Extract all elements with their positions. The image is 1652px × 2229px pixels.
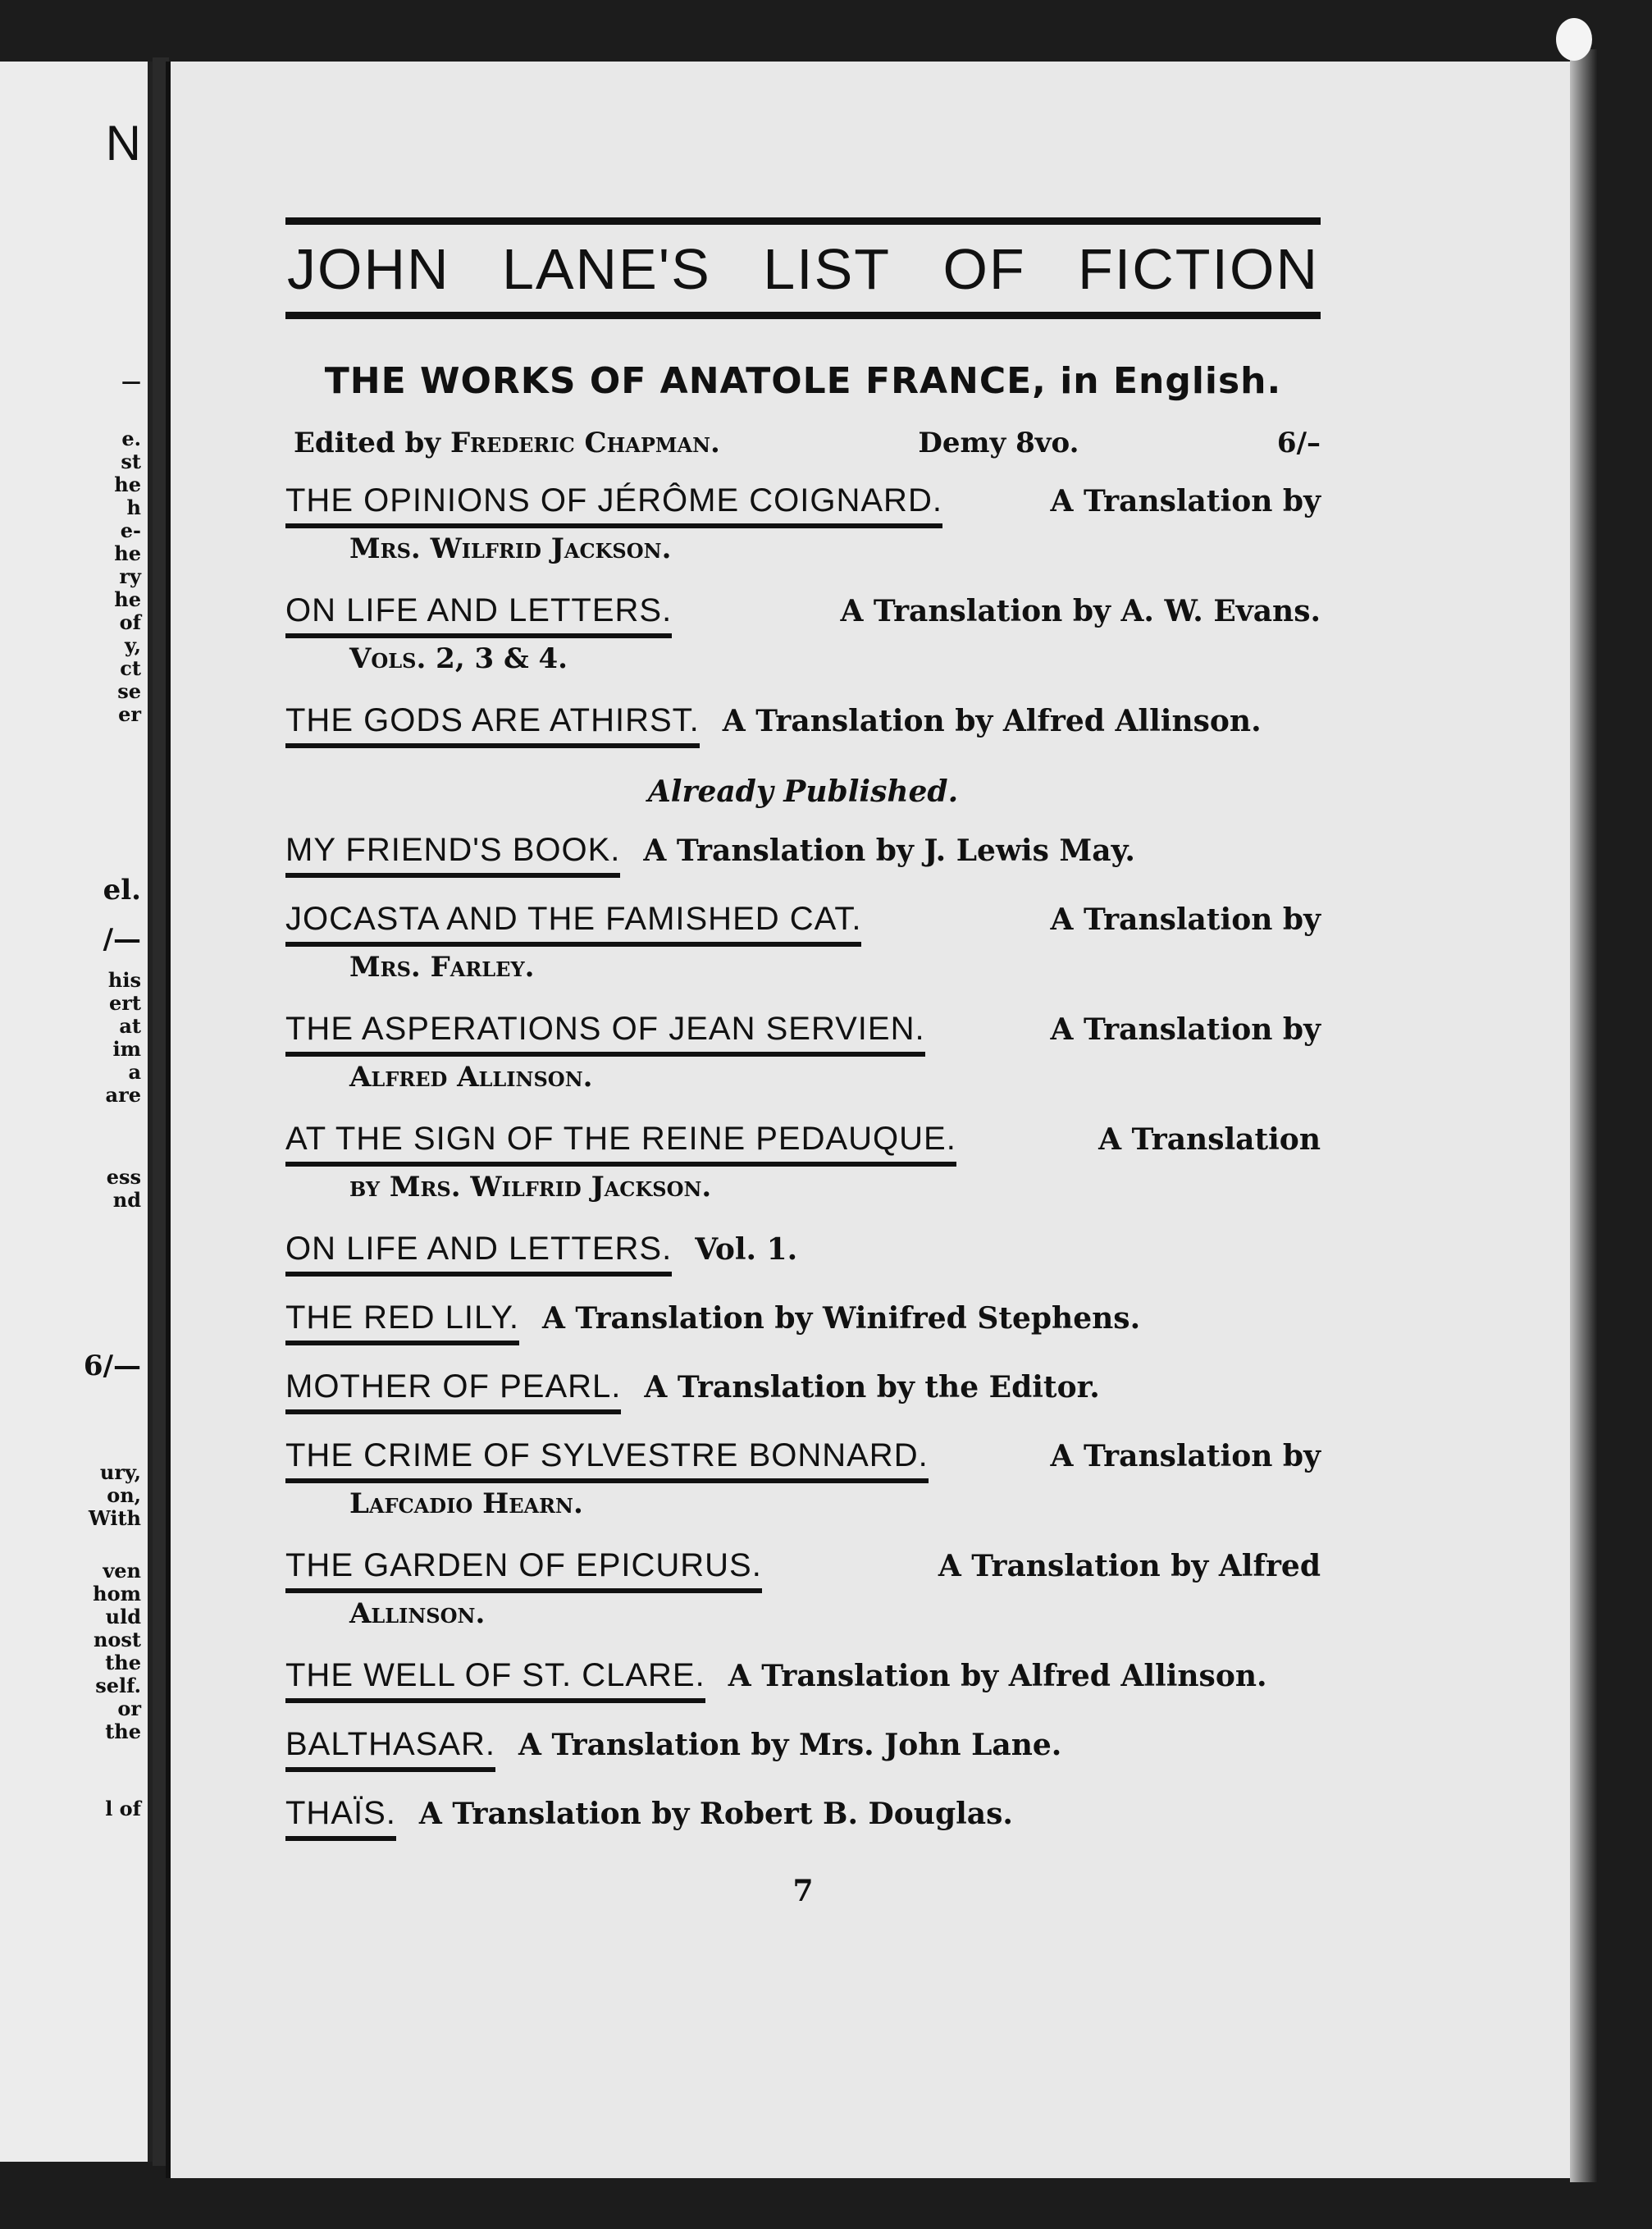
translation-credit-continued: Allinson. — [349, 1597, 486, 1630]
entry-line — [285, 1792, 1321, 1841]
book-entry — [285, 699, 1321, 748]
facing-page-text-fragment: er — [118, 702, 141, 726]
title-word: LIST — [763, 237, 892, 301]
forthcoming-list — [285, 479, 1321, 748]
book-entry — [285, 1227, 1321, 1277]
facing-page-text-fragment: st — [121, 450, 141, 473]
book-title: AT THE SIGN OF THE REINE PEDAUQUE. — [285, 1117, 956, 1167]
punch-hole — [1556, 18, 1592, 61]
entry-line — [285, 479, 1321, 528]
title-word: JOHN — [287, 237, 450, 301]
facing-page-text-fragment: or — [117, 1697, 141, 1720]
book-entry — [285, 479, 1321, 569]
facing-page-text-fragment: ert — [109, 991, 141, 1015]
book-price: 6/– — [1276, 427, 1321, 459]
title-word: OF — [942, 237, 1026, 301]
facing-page-text-fragment: ry — [119, 564, 141, 588]
facing-page-text-fragment: e. — [121, 427, 141, 450]
facing-page-text-fragment: a — [128, 1060, 141, 1084]
facing-page-text-fragment: he — [114, 473, 141, 496]
translation-credit-continued: Vols. 2, 3 & 4. — [349, 642, 568, 675]
facing-page-text-fragment: y, — [124, 633, 141, 657]
translation-credit: A Translation by — [1050, 902, 1321, 937]
facing-page-text-fragment: he — [114, 587, 141, 611]
page-content — [285, 217, 1321, 1908]
page-edge — [1570, 49, 1598, 2182]
facing-page-text-fragment: at — [119, 1014, 141, 1038]
title-word: LANE'S — [501, 237, 711, 301]
facing-page-text-fragment: of — [119, 610, 141, 634]
facing-page-text-fragment: he — [114, 541, 141, 565]
header-rule-bottom — [285, 312, 1321, 319]
translation-credit: A Translation by Alfred — [938, 1549, 1321, 1583]
book-title: BALTHASAR. — [285, 1723, 495, 1772]
facing-page-text-fragment: hom — [93, 1582, 141, 1606]
entry-line — [285, 1296, 1321, 1345]
facing-page-text-fragment: are — [105, 1083, 141, 1107]
edited-prefix: Edited by — [294, 427, 441, 459]
book-format: Demy 8vo. — [918, 427, 1079, 459]
facing-page-text-fragment: With — [88, 1506, 141, 1530]
translation-credit: A Translation — [1098, 1122, 1321, 1157]
entry-line — [285, 1434, 1321, 1483]
translation-credit: Vol. 1. — [695, 1232, 798, 1267]
book-title: THE RED LILY. — [285, 1296, 519, 1345]
entry-line — [285, 1117, 1321, 1167]
translation-credit: A Translation by Robert B. Douglas. — [418, 1797, 1013, 1831]
facing-page-text-fragment: the — [105, 1720, 141, 1743]
book-title: MOTHER OF PEARL. — [285, 1365, 621, 1414]
entry-line — [285, 829, 1321, 878]
translation-credit-continued: Mrs. Farley. — [349, 951, 535, 984]
entry-line — [285, 589, 1321, 638]
facing-page-text-fragment: im — [112, 1037, 141, 1061]
entry-line — [285, 1227, 1321, 1277]
translation-credit-continued: Lafcadio Hearn. — [349, 1487, 583, 1520]
book-title: ON LIFE AND LETTERS. — [285, 589, 672, 638]
editor-name: Frederic Chapman. — [450, 427, 720, 459]
edited-line — [285, 427, 1321, 459]
book-entry — [285, 1792, 1321, 1841]
facing-page-text-fragment: e- — [120, 518, 141, 542]
facing-page-text-fragment: self. — [95, 1674, 141, 1697]
translation-credit: A Translation by J. Lewis May. — [643, 834, 1135, 868]
facing-page-text-fragment: nd — [112, 1188, 141, 1212]
translation-credit-continued: by Mrs. Wilfrid Jackson. — [349, 1171, 712, 1204]
translation-credit: A Translation by Alfred Allinson. — [722, 704, 1262, 738]
entry-line — [285, 699, 1321, 748]
entry-line — [285, 1723, 1321, 1772]
translation-credit: A Translation by the Editor. — [644, 1370, 1100, 1405]
facing-page-text-fragment: his — [107, 968, 141, 992]
entry-line — [285, 1365, 1321, 1414]
book-title: THE GARDEN OF EPICURUS. — [285, 1544, 762, 1593]
translation-credit: A Translation by — [1050, 484, 1321, 518]
page-title — [285, 236, 1321, 302]
book-title: ON LIFE AND LETTERS. — [285, 1227, 672, 1277]
book-entry — [285, 898, 1321, 988]
already-published-label: Already Published. — [647, 774, 959, 809]
facing-page-text-fragment: 6/— — [83, 1350, 141, 1382]
facing-page-text-fragment: ess — [106, 1165, 141, 1189]
book-title: JOCASTA AND THE FAMISHED CAT. — [285, 898, 861, 947]
facing-page-fragment — [0, 62, 153, 2162]
facing-page-text-fragment: /— — [103, 923, 141, 956]
translation-credit: A Translation by — [1050, 1012, 1321, 1047]
translation-credit-continued: Alfred Allinson. — [349, 1061, 593, 1094]
book-title: THE GODS ARE ATHIRST. — [285, 699, 700, 748]
book-title: THE CRIME OF SYLVESTRE BONNARD. — [285, 1434, 929, 1483]
facing-page-text-fragment: uld — [105, 1605, 141, 1628]
entry-line — [285, 1544, 1321, 1593]
book-title: THE WELL OF ST. CLARE. — [285, 1654, 705, 1703]
book-entry — [285, 1654, 1321, 1703]
entry-line — [285, 1654, 1321, 1703]
book-entry — [285, 1296, 1321, 1345]
facing-page-text-fragment: h — [126, 496, 141, 519]
entry-line — [285, 1007, 1321, 1057]
book-entry — [285, 1434, 1321, 1524]
works-heading: THE WORKS OF ANATOLE FRANCE, in English. — [324, 360, 1282, 402]
entry-line — [285, 898, 1321, 947]
book-title: THE ASPERATIONS OF JEAN SERVIEN. — [285, 1007, 925, 1057]
translation-credit: A Translation by Mrs. John Lane. — [518, 1728, 1062, 1762]
facing-page-text-fragment: on, — [107, 1483, 141, 1507]
book-entry — [285, 1007, 1321, 1098]
facing-page-text-fragment: se — [117, 679, 141, 703]
book-title: MY FRIEND'S BOOK. — [285, 829, 620, 878]
book-entry — [285, 1544, 1321, 1634]
facing-page-text-fragment: l of — [105, 1797, 141, 1820]
header-rule-top — [285, 217, 1321, 225]
book-entry — [285, 1117, 1321, 1208]
book-entry — [285, 829, 1321, 878]
book-entry — [285, 589, 1321, 679]
facing-page-text-fragment: N — [105, 116, 141, 171]
facing-page-text-fragment: ven — [103, 1559, 141, 1583]
title-word: FICTION — [1078, 237, 1319, 301]
facing-page-text-fragment: ct — [120, 656, 141, 680]
translation-credit: A Translation by A. W. Evans. — [840, 594, 1321, 628]
translation-credit: A Translation by Winifred Stephens. — [541, 1301, 1141, 1336]
editor-credit — [294, 427, 720, 459]
translation-credit-continued: Mrs. Wilfrid Jackson. — [349, 532, 672, 565]
book-entry — [285, 1723, 1321, 1772]
facing-page-text-fragment: the — [105, 1651, 141, 1674]
book-title: THE OPINIONS OF JÉRÔME COIGNARD. — [285, 479, 942, 528]
translation-credit: A Translation by — [1050, 1439, 1321, 1473]
facing-page-text-fragment: nost — [93, 1628, 141, 1651]
book-entry — [285, 1365, 1321, 1414]
facing-page-text-fragment: el. — [103, 874, 141, 907]
translation-credit: A Translation by Alfred Allinson. — [728, 1659, 1267, 1693]
facing-page-text-fragment: — — [121, 369, 141, 393]
book-title: THAÏS. — [285, 1792, 396, 1841]
facing-page-text-fragment: ury, — [99, 1460, 141, 1484]
page-number: 7 — [792, 1874, 814, 1908]
published-list — [285, 829, 1321, 1841]
